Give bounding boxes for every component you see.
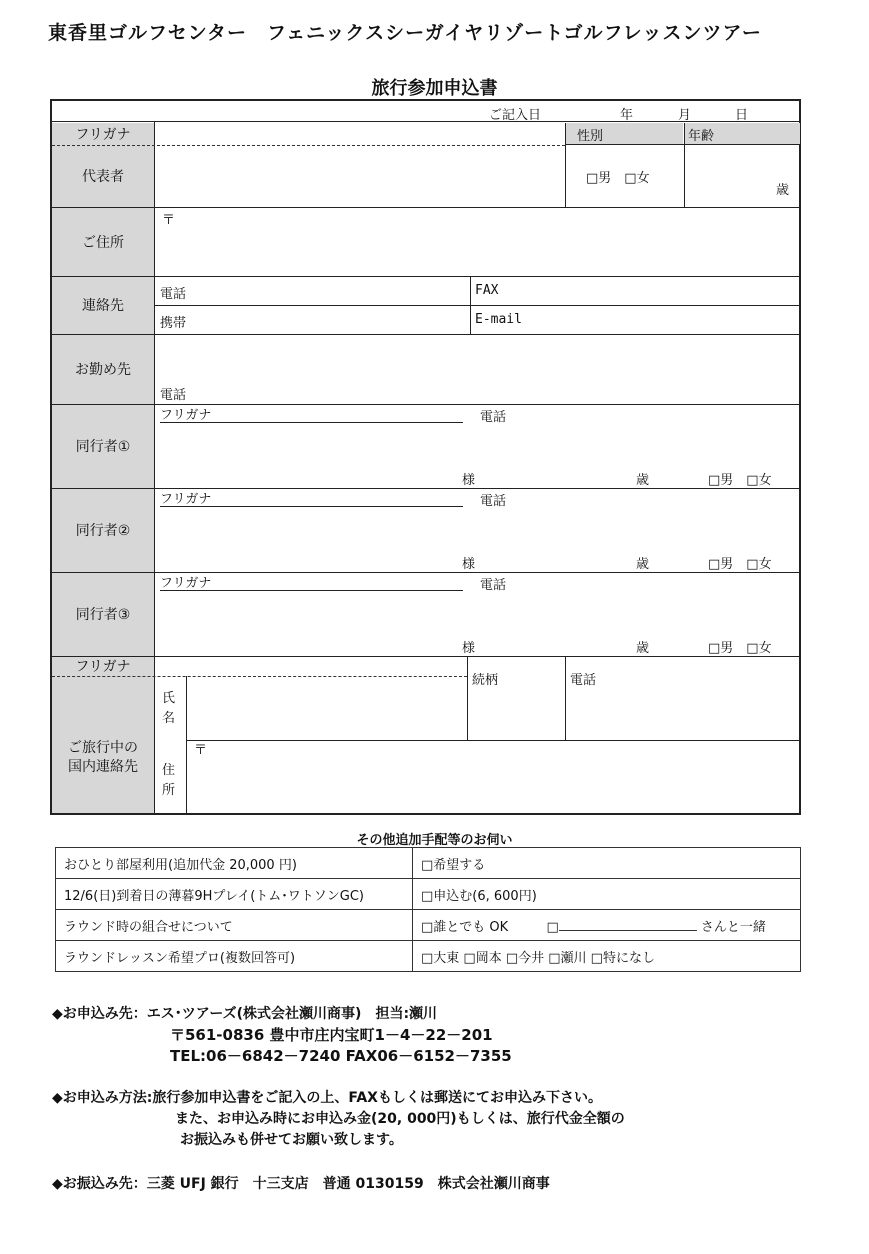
name-char-1: 氏 <box>162 691 176 706</box>
companion-2-age-unit: 歳 <box>636 557 650 572</box>
question-cell: 12/6(日)到着日の薄暮9Hプレイ(トム･ワトソンGC) <box>56 879 413 910</box>
year-label: 年 <box>620 108 634 123</box>
companion-3-furigana: フリガナ <box>160 576 212 591</box>
companion-1-gender[interactable]: □男 □女 <box>708 473 772 488</box>
companion-3-phone: 電話 <box>480 578 507 593</box>
answer-checkbox[interactable]: □ <box>546 919 559 935</box>
method-line-1: ◆お申込み方法:旅行参加申込書をご記入の上、FAXもしくは郵送にてお申込み下さい。 <box>52 1090 602 1106</box>
companion-2-label: 同行者② <box>52 488 154 572</box>
domestic-phone-label: 電話 <box>570 673 597 688</box>
companion-1-age-unit: 歳 <box>636 473 650 488</box>
gender-label: 性別 <box>577 129 604 144</box>
email-label: E-mail <box>475 312 522 327</box>
apply-to-line-2: 〒561-0836 豊中市庄内宝町1－4－22－201 <box>170 1026 493 1044</box>
addr-char-2: 所 <box>162 783 176 798</box>
document-title: 東香里ゴルフセンター フェニックスシーガイヤリゾートゴルフレッスンツアー <box>48 22 762 44</box>
mobile-label: 携帯 <box>160 316 187 331</box>
companion-1-phone: 電話 <box>480 410 507 425</box>
age-unit: 歳 <box>776 183 790 198</box>
answer-checkbox[interactable]: □大東 □岡本 □今井 □瀬川 □特になし <box>413 941 801 972</box>
method-line-2: また、お申込み時にお申込み金(20, 000円)もしくは、旅行代金全額の <box>175 1111 625 1127</box>
companion-2-furigana: フリガナ <box>160 492 212 507</box>
phone-label: 電話 <box>160 287 187 302</box>
day-label: 日 <box>735 108 749 123</box>
answer-suffix: さんと一緒 <box>700 919 766 935</box>
answer-checkbox[interactable]: □希望する <box>413 848 801 879</box>
companion-3-sama: 様 <box>462 641 476 656</box>
form-title: 旅行参加申込書 <box>371 78 498 99</box>
apply-to-line-3: TEL:06－6842－7240 FAX06－6152－7355 <box>170 1047 512 1065</box>
transfer-line: ◆お振込み先：三菱 UFJ 銀行 十三支店 普通 0130159 株式会社瀬川商事 <box>52 1176 550 1192</box>
table-row <box>56 848 801 879</box>
fax-label: FAX <box>475 283 499 298</box>
workplace-label: お勤め先 <box>52 334 154 404</box>
application-form <box>50 99 801 815</box>
postal-mark: 〒 <box>162 213 176 228</box>
table-row <box>56 879 801 910</box>
companion-3-gender[interactable]: □男 □女 <box>708 641 772 656</box>
companion-1-furigana: フリガナ <box>160 408 212 423</box>
domestic-postal-mark: 〒 <box>194 743 208 758</box>
workplace-phone-label: 電話 <box>160 388 187 403</box>
companion-3-age-unit: 歳 <box>636 641 650 656</box>
relation-label: 続柄 <box>472 673 499 688</box>
table-row <box>56 910 801 941</box>
table-row <box>56 941 801 972</box>
question-cell: おひとり部屋利用(追加代金 20,000 円) <box>56 848 413 879</box>
companion-2-gender[interactable]: □男 □女 <box>708 557 772 572</box>
addr-char-1: 住 <box>162 763 176 778</box>
domestic-furigana-label: フリガナ <box>52 656 154 676</box>
companion-1-sama: 様 <box>462 473 476 488</box>
method-line-3: お振込みも併せてお願い致します。 <box>180 1132 403 1148</box>
additional-table <box>55 847 801 972</box>
question-cell: ラウンド時の組合せについて <box>56 910 413 941</box>
date-label: ご記入日 <box>489 108 542 123</box>
name-char-2: 名 <box>162 711 176 726</box>
question-cell: ラウンドレッスン希望プロ(複数回答可) <box>56 941 413 972</box>
companion-3-label: 同行者③ <box>52 572 154 656</box>
contact-label: 連絡先 <box>52 276 154 334</box>
answer-checkbox[interactable]: □誰とでも OK <box>421 919 509 935</box>
apply-to-line-1: ◆お申込み先：エス･ツアーズ(株式会社瀬川商事) 担当:瀬川 <box>52 1006 438 1022</box>
month-label: 月 <box>678 108 692 123</box>
answer-cell <box>413 910 801 941</box>
answer-checkbox[interactable]: □申込む(6, 600円) <box>413 879 801 910</box>
address-label: ご住所 <box>52 207 154 276</box>
gender-checkboxes[interactable]: □男 □女 <box>586 171 650 186</box>
companion-2-sama: 様 <box>462 557 476 572</box>
furigana-label: フリガナ <box>52 123 154 145</box>
representative-label: 代表者 <box>52 145 154 207</box>
age-label: 年齢 <box>688 129 715 144</box>
companion-2-phone: 電話 <box>480 494 507 509</box>
additional-title: その他追加手配等のお伺い <box>356 833 513 848</box>
domestic-contact-label: ご旅行中の 国内連絡先 <box>52 676 154 813</box>
companion-1-label: 同行者① <box>52 404 154 488</box>
